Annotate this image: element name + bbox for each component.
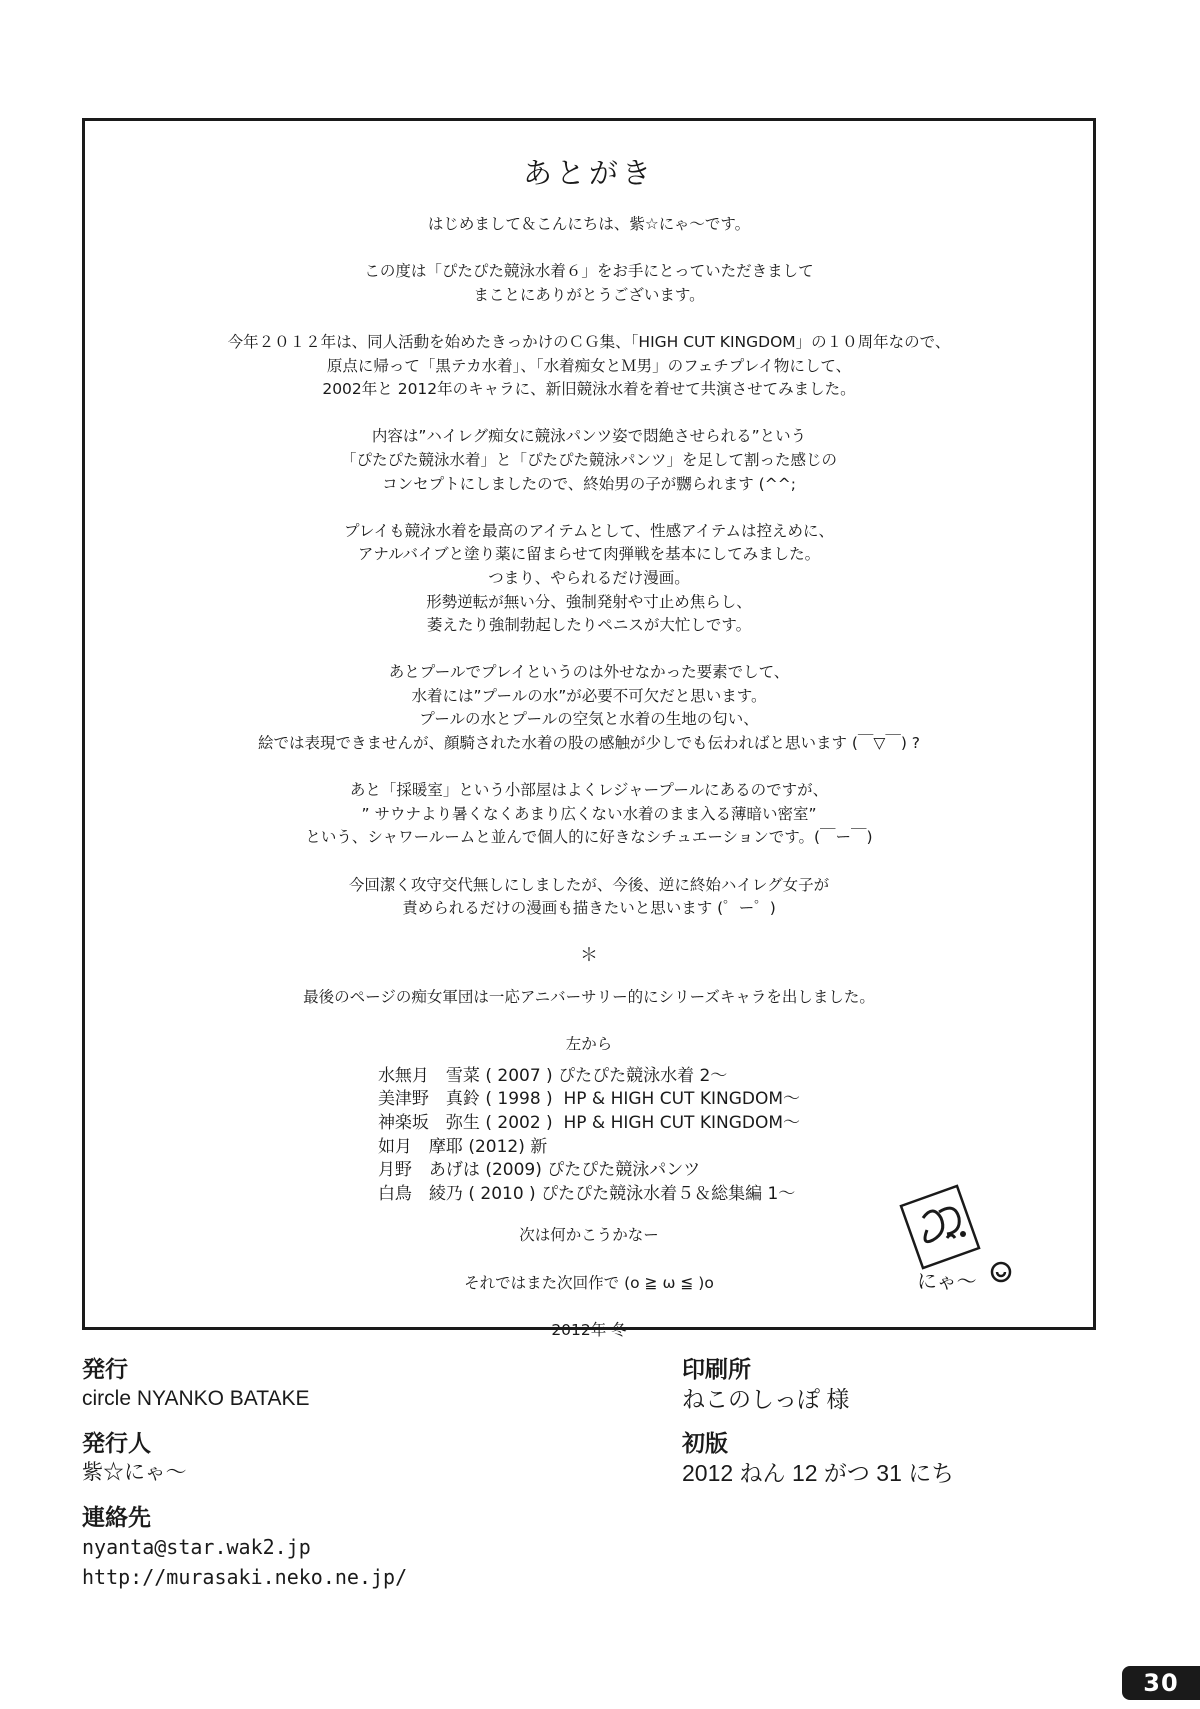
signature-dot [960, 1231, 966, 1237]
paragraph-line: 責められるだけの漫画も描きたいと思います (゜ー゜) [402, 899, 776, 918]
contact-url[interactable]: http://murasaki.neko.ne.jp/ [82, 1565, 408, 1589]
paragraph-line: 萎えたり強制勃起したりペニスが大忙しです。 [426, 616, 752, 635]
paragraph-line: つまり、やられるだけ漫画。 [488, 568, 690, 587]
paragraph-line: 形勢逆転が無い分、強制発射や寸止め焦らし、 [426, 592, 752, 611]
cast-entry: 水無月 雪菜 ( 2007 ) ぴたぴた競泳水着 2〜 [377, 1065, 728, 1086]
cast-entry: 神楽坂 弥生 ( 2002 ) HP & HIGH CUT KINGDOM〜 [377, 1112, 801, 1133]
series-note: 最後のページの痴女軍団は一応アニバーサリー的にシリーズキャラを出しました。 [303, 988, 875, 1006]
afterword-box [82, 118, 1096, 1339]
paragraph-line: コンセプトにしましたので、終始男の子が嬲られます (^^; [382, 474, 796, 493]
paragraph-line: 今年２０１２年は、同人活動を始めたきっかけのＣＧ集、「HIGH CUT KINGDOM」の１０周年なので、 [227, 332, 951, 351]
paragraph-line: あと「採暖室」という小部屋はよくレジャープールにあるのですが、 [349, 781, 829, 800]
publisher-label: 発行 [82, 1356, 128, 1382]
page-number: 30 [1122, 1666, 1200, 1700]
cast-entry: 美津野 真鈴 ( 1998 ) HP & HIGH CUT KINGDOM〜 [377, 1089, 801, 1110]
issuer-label: 発行人 [82, 1430, 151, 1456]
paragraph-line: 原点に帰って「黒テカ水着」、「水着痴女とＭ男」のフェチプレイ物にして、 [326, 356, 852, 375]
signature-swirl [992, 1263, 1010, 1281]
paragraph-line: 絵では表現できませんが、顔騎された水着の股の感触が少しでも伝わればと思います (￣▽￣) ? [257, 734, 921, 753]
afterword-paragraph [85, 425, 1093, 496]
afterword-paragraph [85, 213, 1093, 237]
cast-entry: 月野 あげは (2009) ぴたぴた競泳パンツ [377, 1160, 701, 1181]
paragraph-line: プレイも競泳水着を最高のアイテムとして、性感アイテムは控えめに、 [344, 521, 834, 540]
paragraph-line: プールの水とプールの空気と水着の生地の匂い、 [419, 710, 759, 729]
paragraph-line: この度は「ぴたぴた競泳水着６」をお手にとっていただきまして [364, 262, 814, 281]
cast-list [378, 1065, 800, 1207]
section-asterisk: ＊ [580, 945, 598, 967]
paragraph-line: 2002年と 2012年のキャラに、新旧競泳水着を着せて共演させてみました。 [322, 380, 856, 399]
paragraph-line: 水着には”プールの水”が必要不可欠だと思います。 [411, 686, 767, 705]
publisher-value: circle NYANKO BATAKE [82, 1387, 310, 1410]
printer-label: 印刷所 [682, 1356, 751, 1382]
paragraph-line: はじめまして＆こんにちは、紫☆にゃ〜です。 [427, 215, 751, 233]
signature-text: にゃ〜 [917, 1269, 977, 1293]
afterword-paragraph [85, 874, 1093, 921]
issuer-value: 紫☆にゃ〜 [82, 1461, 187, 1484]
colophon-right [682, 1354, 954, 1500]
see-you-line: それではまた次回作で (o ≧ ω ≦ )o [464, 1273, 714, 1292]
afterword-body [85, 213, 1093, 1342]
first-edition-value: 2012 ねん 12 がつ 31 にち [682, 1460, 955, 1486]
paragraph-line: という、シャワールームと並んで個人的に好きなシチュエーションです。(￣ー￣) [305, 828, 873, 847]
colophon-left [82, 1354, 407, 1592]
next-time-line: 次は何かこうかなー [519, 1226, 659, 1245]
afterword-paragraph [85, 520, 1093, 638]
contact-email[interactable]: nyanta@star.wak2.jp [82, 1535, 311, 1559]
paragraph-line: まことにありがとうございます。 [473, 285, 705, 304]
paragraph-line: ” サウナより暑くなくあまり広くない水着のまま入る薄暗い密室” [361, 804, 817, 823]
paragraph-line: 今回潔く攻守交代無しにしましたが、今後、逆に終始ハイレグ女子が [348, 875, 830, 894]
cast-entry: 如月 摩耶 (2012) 新 [377, 1136, 548, 1157]
signature-frame [901, 1186, 979, 1268]
afterword-paragraphs [85, 213, 1093, 921]
afterword-paragraph [85, 661, 1093, 755]
signature-stamp [887, 1176, 1027, 1296]
afterword-paragraph [85, 260, 1093, 307]
paragraph-line: 内容は”ハイレグ痴女に競泳パンツ姿で悶絶させられる”という [371, 427, 807, 446]
paragraph-line: 「ぴたぴた競泳水着」と「ぴたぴた競泳パンツ」を足して割った感じの [340, 450, 837, 469]
contact-label: 連絡先 [82, 1504, 151, 1530]
from-left-label: 左から [565, 1035, 613, 1054]
afterword-paragraph [85, 779, 1093, 850]
cast-entry: 白鳥 綾乃 ( 2010 ) ぴたぴた競泳水着５＆総集編 1〜 [377, 1183, 796, 1204]
afterword-date: 2012年 冬 [551, 1320, 627, 1339]
printer-value: ねこのしっぽ 様 [682, 1386, 850, 1412]
afterword-paragraph [85, 331, 1093, 402]
signature-scribble [923, 1208, 959, 1241]
paragraph-line: アナルバイブと塗り薬に留まらせて肉弾戦を基本にしてみました。 [357, 545, 821, 564]
first-edition-label: 初版 [682, 1430, 728, 1456]
paragraph-line: あとプールでプレイというのは外せなかった要素でして、 [388, 663, 790, 682]
afterword-title: あとがき [522, 156, 655, 190]
